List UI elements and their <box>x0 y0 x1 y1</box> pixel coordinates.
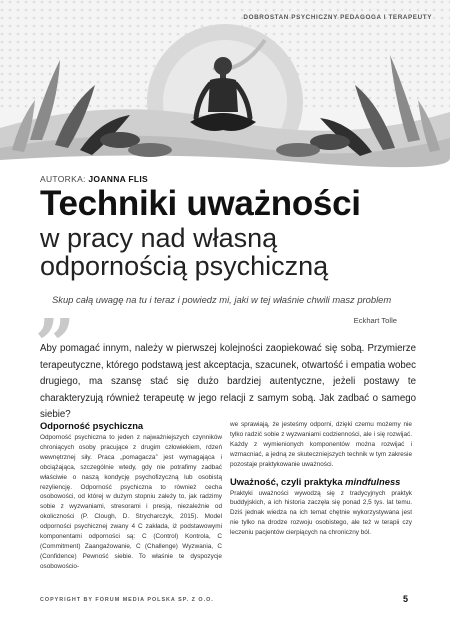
left-column <box>40 420 222 572</box>
author-line <box>40 174 148 184</box>
lead-paragraph: Aby pomagać innym, należy w pierwszej kolejności zaopiekować się sobą. Przymierze terapeutyczne, którego podstawą jest akceptacja, szacunek, otwartość i empatia wobec drugiego, ma szansę stać się dużo bardziej autentyczne, jeżeli postawy te charakteryzują również terapeutę w jego relacji z samym sobą. Jak zadbać o samego siebie? <box>40 343 416 421</box>
left-heading: Odporność psychiczna <box>40 420 144 431</box>
right-body-1: we sprawiają, że jesteśmy odporni, dzięki czemu możemy nie tylko radzić sobie z wyzwaniami codzienności, ale i się rozwijać. Każdy z wymienionych komponentów można rozwijać i wzmacniać, a jedną ze skuteczniejszych technik w tym zakresie pozostaje praktykowanie uważności. <box>230 421 412 468</box>
author-label: AUTORKA: <box>40 174 86 184</box>
quote-mark-icon: „ <box>36 263 77 346</box>
quote-author: Eckhart Tolle <box>353 316 397 325</box>
epigraph-quote: Skup całą uwagę na tu i teraz i powiedz mi, jaki w tej właśnie chwili masz problem <box>52 294 392 305</box>
article-title: Techniki uważności <box>40 184 361 223</box>
article-subtitle <box>40 224 440 280</box>
right-heading <box>230 476 412 488</box>
right-column <box>230 420 412 538</box>
subtitle-line-2: odpornością psychiczną <box>40 251 329 281</box>
hero-illustration <box>0 0 450 170</box>
page-number: 5 <box>402 594 408 604</box>
section-tag: DOBROSTAN PSYCHICZNY PEDAGOGA I TERAPEUTY <box>243 14 432 21</box>
left-body: Odporność psychiczna to jeden z najważniejszych czynników chroniących osoby pracujące z drugim człowiekiem, rdzeń wewnętrznej siły. Praca „pomagacza” jest wymagająca i obciążająca, szczególnie wtedy, gdy nie potrafimy zadbać właściwie o naszą kondycję psychofizyczną lub osobistą rezyliencję. Odporność psychiczna to również cecha osobowości, od której w dużym stopniu zależy to, jak radzimy sobie z wyzwaniami, stresorami i presją, niezależnie od okoliczności (P. Clough, D. Strycharczyk, 2015). Model odporności psychicznej zwany 4 C zakłada, iż podstawowymi komponentami odporności są: C (Control) Kontrola, C (Commitment) Zaangażowanie, C (Challenge) Wyzwania, C (Confidence) Pewność siebie. To właśnie te dyspozycje osobowościo- <box>40 434 222 570</box>
right-heading-text: Uważność, czyli praktyka <box>230 475 346 487</box>
subtitle-line-1: w pracy nad własną <box>40 223 278 253</box>
footer-copyright: COPYRIGHT BY FORUM MEDIA POLSKA SP. Z O.O. <box>40 597 214 603</box>
author-name: JOANNA FLIS <box>88 174 149 184</box>
right-heading-emphasis: mindfulness <box>345 475 401 487</box>
meditation-illustration <box>0 0 450 170</box>
right-body-2: Praktyki uważności wywodzą się z tradycyjnych praktyk buddyjskich, a ich historia zaczęła się ponad 2,5 tys. lat temu. Dziś jednak wiedza na ich temat chętnie wykorzystywana jest nie tylko na drodze rozwoju osobistego, ale też w terapii czy leczeniu pacjentów cierpiących na chroniczny ból. <box>230 489 412 537</box>
